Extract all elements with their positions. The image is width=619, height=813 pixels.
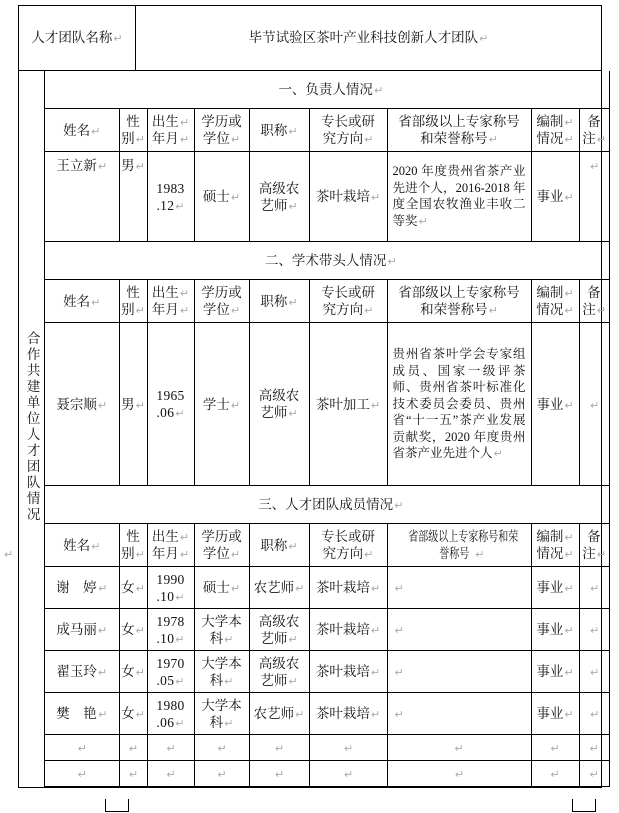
side-label-cell: [19, 71, 45, 788]
pilcrow-icon: ↵: [175, 674, 185, 688]
pilcrow-icon: ↵: [564, 116, 574, 129]
pilcrow-icon: ↵: [550, 768, 560, 781]
title-value-cell: [136, 6, 602, 71]
pilcrow-icon: ↵: [97, 160, 108, 173]
cell-specialty: 茶叶栽培↵: [309, 609, 387, 651]
cell-job-title: 农艺师↵: [249, 567, 309, 609]
cell-education: 学士↵: [194, 323, 249, 486]
col-header-job-title: 职称↵: [249, 524, 309, 567]
table-row: [45, 693, 609, 735]
pilcrow-icon: ↵: [175, 407, 185, 420]
title-label: 人才团队名称: [31, 30, 113, 46]
col-header-birth: 出生↵ 年月↵: [147, 109, 194, 152]
cell-note: [579, 567, 609, 609]
col-header-birth: 出生↵ 年月↵: [147, 280, 194, 323]
col-header-establishment: 编制↵ 情况↵: [531, 109, 579, 152]
cell-sex: 女↵: [119, 567, 147, 609]
pilcrow-icon: ↵: [589, 708, 600, 721]
section-3-header-row: [45, 524, 609, 567]
pilcrow-icon: ↵: [217, 742, 227, 755]
pilcrow-icon: ↵: [135, 160, 145, 173]
col-header-honor: 省部级以上专家称号 和荣誉称号↵: [387, 109, 531, 152]
section-2-heading-cell: [45, 242, 609, 280]
pilcrow-icon: ↵: [135, 133, 145, 146]
pilcrow-icon: ↵: [596, 133, 606, 146]
pilcrow-icon: ↵: [488, 133, 498, 146]
margin-pilcrow-icon: ↵: [4, 548, 14, 561]
pilcrow-icon: ↵: [230, 304, 241, 317]
pilcrow-icon: ↵: [135, 582, 145, 595]
pilcrow-icon: ↵: [564, 666, 574, 679]
cell-birth: 1980 .06↵: [147, 693, 194, 735]
pilcrow-icon: ↵: [493, 447, 503, 461]
pilcrow-icon: ↵: [98, 582, 108, 595]
cell-education: 大学本 科↵: [194, 693, 249, 735]
cell-note: [579, 761, 609, 787]
col-header-note: 备 注↵: [579, 109, 609, 152]
pilcrow-icon: ↵: [230, 191, 241, 204]
cell-birth: [147, 761, 194, 787]
pilcrow-icon: ↵: [288, 632, 298, 646]
cell-sex: 女↵: [119, 693, 147, 735]
pilcrow-icon: ↵: [387, 255, 397, 268]
cell-sex: 女↵: [119, 609, 147, 651]
pilcrow-icon: ↵: [288, 199, 298, 213]
team-name-value: 毕节试验区茶叶产业科技创新人才团队: [248, 30, 479, 46]
section-1-header-row: [45, 109, 609, 152]
pilcrow-icon: ↵: [230, 398, 241, 412]
pilcrow-icon: ↵: [98, 708, 108, 721]
pilcrow-icon: ↵: [175, 199, 185, 213]
cell-birth: 1983 .12↵: [147, 152, 194, 242]
bottom-mark-right: [572, 799, 596, 812]
section-1-table: [45, 71, 610, 242]
pilcrow-icon: ↵: [596, 548, 606, 561]
cell-honor: [387, 152, 531, 242]
table-row: [45, 651, 609, 693]
cell-honor: [387, 323, 531, 486]
pilcrow-icon: ↵: [135, 548, 145, 561]
table-row: [45, 735, 609, 761]
cell-name: 成马丽↵: [45, 609, 119, 651]
cell-honor: [387, 693, 531, 735]
section-1-heading-row: [45, 71, 609, 109]
pilcrow-icon: ↵: [288, 295, 298, 309]
pilcrow-icon: ↵: [128, 768, 139, 781]
col-header-sex: 性 别↵: [119, 524, 147, 567]
pilcrow-icon: ↵: [370, 398, 381, 412]
cell-establishment: 事业↵: [531, 693, 579, 735]
cell-name: 聂宗顺↵: [45, 323, 119, 486]
section-2-table: [45, 242, 610, 486]
table-row: [45, 323, 609, 486]
section-1-heading-cell: [45, 71, 609, 109]
pilcrow-icon: ↵: [135, 666, 145, 679]
cell-establishment: 事业↵: [531, 609, 579, 651]
pilcrow-icon: ↵: [91, 539, 101, 553]
pilcrow-icon: ↵: [370, 191, 381, 204]
cell-job-title: [249, 761, 309, 787]
pilcrow-icon: ↵: [564, 582, 574, 595]
cell-note: [579, 323, 609, 486]
cell-honor: [387, 735, 531, 761]
pilcrow-icon: ↵: [564, 531, 574, 544]
pilcrow-icon: ↵: [274, 742, 285, 755]
col-header-note: 备 注↵: [579, 280, 609, 323]
cell-specialty: 茶叶栽培↵: [309, 651, 387, 693]
cell-name: 王立新↵: [45, 152, 119, 242]
cell-specialty: 茶叶栽培↵: [309, 693, 387, 735]
pilcrow-icon: ↵: [394, 499, 404, 512]
cell-specialty: [309, 761, 387, 787]
cell-education: [194, 761, 249, 787]
pilcrow-icon: ↵: [488, 304, 498, 317]
section-3-heading-row: [45, 486, 609, 524]
pilcrow-icon: ↵: [224, 674, 234, 688]
pilcrow-icon: ↵: [288, 539, 298, 553]
pilcrow-icon: ↵: [454, 742, 464, 755]
cell-birth: 1970 .05↵: [147, 651, 194, 693]
pilcrow-icon: ↵: [295, 582, 305, 595]
col-header-education: 学历或 学位↵: [194, 109, 249, 152]
pilcrow-icon: ↵: [128, 742, 139, 755]
pilcrow-icon: ↵: [230, 548, 241, 561]
side-label-text: 合作共建单位人才团队情况: [24, 330, 40, 523]
pilcrow-icon: ↵: [179, 304, 190, 317]
pilcrow-icon: ↵: [113, 32, 123, 46]
section-3-heading-cell: [45, 486, 609, 524]
pilcrow-icon: ↵: [166, 742, 176, 755]
col-header-birth: 出生↵ 年月↵: [147, 524, 194, 567]
col-header-specialty: 专长或研 究方向↵: [309, 524, 387, 567]
section-1-heading: 一、负责人情况: [278, 82, 373, 97]
cell-note: [579, 651, 609, 693]
pilcrow-icon: ↵: [77, 768, 87, 781]
cell-honor: [387, 651, 531, 693]
pilcrow-icon: ↵: [224, 716, 234, 730]
cell-honor: [387, 567, 531, 609]
cell-establishment: [531, 735, 579, 761]
pilcrow-icon: ↵: [596, 304, 606, 317]
cell-establishment: 事业↵: [531, 567, 579, 609]
pilcrow-icon: ↵: [97, 398, 108, 412]
pilcrow-icon: ↵: [135, 708, 145, 721]
cell-specialty: 茶叶栽培↵: [309, 567, 387, 609]
cell-job-title: [249, 735, 309, 761]
sections-container: [45, 71, 606, 788]
col-header-education: 学历或 学位↵: [194, 280, 249, 323]
section-3-heading: 三、人才团队成员情况: [258, 497, 394, 512]
pilcrow-icon: ↵: [589, 582, 600, 595]
table-row: [45, 152, 609, 242]
pilcrow-icon: ↵: [564, 287, 574, 300]
pilcrow-icon: ↵: [135, 304, 145, 317]
pilcrow-icon: ↵: [373, 84, 384, 97]
pilcrow-icon: ↵: [564, 398, 574, 412]
pilcrow-icon: ↵: [370, 582, 381, 595]
pilcrow-icon: ↵: [394, 624, 404, 637]
pilcrow-icon: ↵: [77, 742, 87, 755]
col-header-job-title: 职称↵: [249, 280, 309, 323]
cell-specialty: 茶叶加工↵: [309, 323, 387, 486]
pilcrow-icon: ↵: [589, 160, 600, 173]
pilcrow-icon: ↵: [550, 742, 560, 755]
pilcrow-icon: ↵: [179, 133, 190, 146]
cell-note: [579, 152, 609, 242]
cell-name: 樊 艳↵: [45, 693, 119, 735]
pilcrow-icon: ↵: [364, 133, 374, 146]
cell-note: [579, 609, 609, 651]
page-bottom-marks: [0, 799, 619, 813]
honor-text: 2020 年度贵州省茶产业先进个人，2016-2018 年度全国农牧渔业丰收二等奖↵: [392, 164, 526, 228]
cell-establishment: 事业↵: [531, 152, 579, 242]
pilcrow-icon: ↵: [475, 548, 485, 561]
cell-job-title: 农艺师↵: [249, 693, 309, 735]
cell-job-title: 高级农 艺师↵: [249, 651, 309, 693]
cell-education: [194, 735, 249, 761]
section-2-heading: 二、学术带头人情况: [264, 253, 387, 268]
cell-sex: [119, 761, 147, 787]
cell-specialty: [309, 735, 387, 761]
cell-name: 谢 婷↵: [45, 567, 119, 609]
col-header-note: 备 注↵: [579, 524, 609, 567]
pilcrow-icon: ↵: [91, 295, 101, 309]
pilcrow-icon: ↵: [288, 407, 298, 420]
col-header-establishment: 编制↵ 情况↵: [531, 524, 579, 567]
cell-sex: [119, 735, 147, 761]
pilcrow-icon: ↵: [288, 674, 298, 688]
pilcrow-icon: ↵: [589, 768, 599, 781]
pilcrow-icon: ↵: [479, 32, 489, 46]
pilcrow-icon: ↵: [394, 666, 404, 679]
cell-sex: 男↵: [119, 152, 147, 242]
cell-specialty: 茶叶栽培↵: [309, 152, 387, 242]
bottom-mark-left: [105, 799, 129, 812]
pilcrow-icon: ↵: [364, 304, 374, 317]
cell-job-title: 高级农 艺师↵: [249, 609, 309, 651]
section-3-table: [45, 486, 610, 787]
pilcrow-icon: ↵: [589, 742, 599, 755]
cell-education: 硕士↵: [194, 152, 249, 242]
pilcrow-icon: ↵: [175, 632, 185, 646]
section-2-header-row: [45, 280, 609, 323]
body-row: [19, 71, 602, 788]
pilcrow-icon: ↵: [224, 632, 234, 646]
col-header-name: 姓名↵: [45, 524, 119, 567]
pilcrow-icon: ↵: [364, 548, 374, 561]
pilcrow-icon: ↵: [564, 548, 574, 561]
cell-birth: 1978 .10↵: [147, 609, 194, 651]
pilcrow-icon: ↵: [564, 133, 574, 146]
cell-establishment: 事业↵: [531, 323, 579, 486]
cell-sex: 男↵: [119, 323, 147, 486]
honor-text: 贵州省茶叶学会专家组成员、国家一级评茶师、贵州省茶叶标准化技术委员会委员、贵州省“十一五”茶产业发展贡献奖，2020 年度贵州省茶产业先进个人↵: [392, 347, 526, 461]
table-row: [45, 567, 609, 609]
pilcrow-icon: ↵: [564, 624, 574, 637]
pilcrow-icon: ↵: [217, 768, 227, 781]
col-header-specialty: 专长或研 究方向↵: [309, 280, 387, 323]
table-row: [45, 761, 609, 787]
cell-birth: 1990 .10↵: [147, 567, 194, 609]
col-header-specialty: 专长或研 究方向↵: [309, 109, 387, 152]
pilcrow-icon: ↵: [370, 666, 381, 679]
pilcrow-icon: ↵: [179, 116, 190, 129]
pilcrow-icon: ↵: [175, 590, 185, 604]
title-row: [19, 6, 602, 71]
pilcrow-icon: ↵: [97, 624, 108, 637]
cell-job-title: 高级农 艺师↵: [249, 323, 309, 486]
cell-education: 大学本 科↵: [194, 651, 249, 693]
cell-note: [579, 735, 609, 761]
pilcrow-icon: ↵: [589, 398, 600, 412]
pilcrow-icon: ↵: [135, 624, 145, 637]
pilcrow-icon: ↵: [394, 708, 404, 721]
cell-honor: [387, 609, 531, 651]
cell-name: 翟玉玲↵: [45, 651, 119, 693]
pilcrow-icon: ↵: [179, 548, 190, 561]
cell-job-title: 高级农 艺师↵: [249, 152, 309, 242]
pilcrow-icon: ↵: [589, 624, 600, 637]
col-header-honor: 省部级以上专家称号 和荣誉称号↵: [387, 280, 531, 323]
pilcrow-icon: ↵: [394, 582, 404, 595]
pilcrow-icon: ↵: [97, 666, 108, 679]
col-header-honor: 省部级以上专家称号和荣 誉称号 ↵: [387, 524, 531, 567]
pilcrow-icon: ↵: [135, 398, 145, 412]
pilcrow-icon: ↵: [564, 191, 574, 204]
col-header-sex: 性 别↵: [119, 109, 147, 152]
pilcrow-icon: ↵: [295, 708, 305, 721]
pilcrow-icon: ↵: [230, 582, 241, 595]
cell-sex: 女↵: [119, 651, 147, 693]
pilcrow-icon: ↵: [564, 304, 574, 317]
cell-birth: [147, 735, 194, 761]
cell-birth: 1965 .06↵: [147, 323, 194, 486]
cell-establishment: 事业↵: [531, 651, 579, 693]
pilcrow-icon: ↵: [179, 531, 190, 544]
pilcrow-icon: ↵: [343, 768, 354, 781]
cell-education: 硕士↵: [194, 567, 249, 609]
section-2-heading-row: [45, 242, 609, 280]
talent-team-table: [18, 5, 606, 788]
title-label-cell: [19, 6, 136, 71]
col-header-job-title: 职称↵: [249, 109, 309, 152]
col-header-education: 学历或 学位↵: [194, 524, 249, 567]
pilcrow-icon: ↵: [274, 768, 285, 781]
pilcrow-icon: ↵: [370, 624, 381, 637]
pilcrow-icon: ↵: [91, 124, 101, 138]
pilcrow-icon: ↵: [230, 133, 241, 146]
col-header-name: 姓名↵: [45, 109, 119, 152]
cell-name: [45, 735, 119, 761]
pilcrow-icon: ↵: [166, 768, 176, 781]
pilcrow-icon: ↵: [175, 716, 185, 730]
cell-education: 大学本 科↵: [194, 609, 249, 651]
pilcrow-icon: ↵: [288, 124, 298, 138]
col-header-name: 姓名↵: [45, 280, 119, 323]
cell-note: [579, 693, 609, 735]
col-header-establishment: 编制↵ 情况↵: [531, 280, 579, 323]
table-row: [45, 609, 609, 651]
cell-establishment: [531, 761, 579, 787]
pilcrow-icon: ↵: [589, 666, 600, 679]
cell-honor: [387, 761, 531, 787]
pilcrow-icon: ↵: [454, 768, 465, 781]
pilcrow-icon: ↵: [370, 708, 381, 721]
cell-name: [45, 761, 119, 787]
pilcrow-icon: ↵: [564, 708, 574, 721]
pilcrow-icon: ↵: [418, 214, 428, 228]
col-header-sex: 性 别↵: [119, 280, 147, 323]
pilcrow-icon: ↵: [179, 287, 190, 300]
pilcrow-icon: ↵: [343, 742, 354, 755]
